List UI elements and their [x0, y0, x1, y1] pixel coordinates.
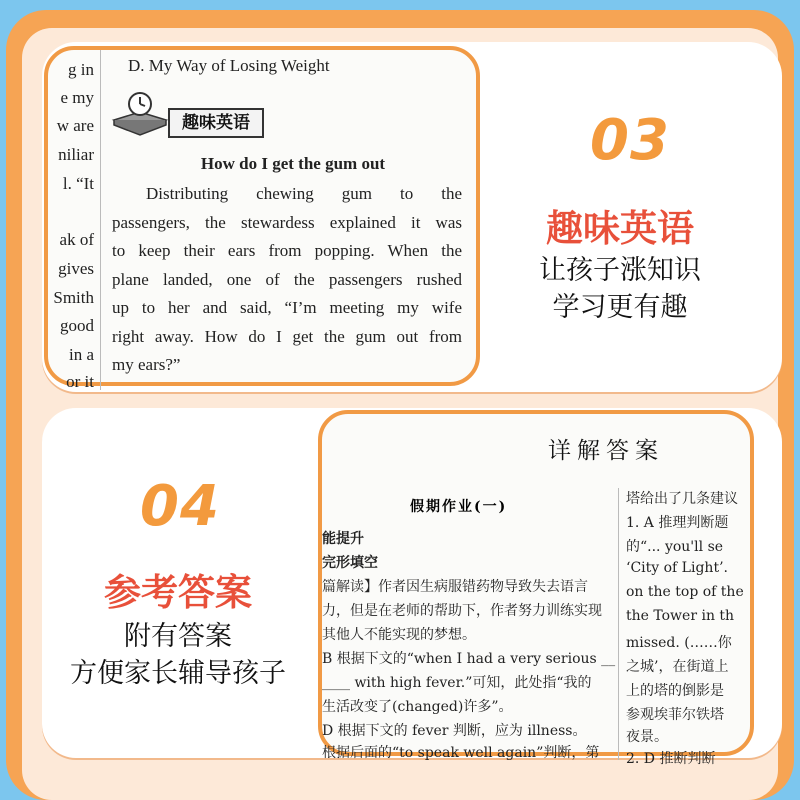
answer-line-right: 的“... you'll se [626, 539, 724, 555]
story-line: passengers, the stewardess explained it was [112, 212, 462, 232]
story-line: right away. How do I get the gum out from [112, 326, 462, 346]
fragment-line: in a [68, 345, 94, 364]
answer-line: B 根据下文的“when I had a very serious __ [322, 651, 616, 667]
book-clock-icon [110, 90, 170, 140]
answer-line-right: 夜景。 [626, 729, 668, 745]
fragment-line: good [60, 316, 94, 335]
answer-line: ____ with high fever.”可知，此处指“我的 [322, 675, 592, 691]
section-heading-fun-english: 趣味英语 [546, 207, 694, 250]
answer-line: 能提升 [322, 531, 364, 547]
fragment-line: ak of [59, 230, 94, 249]
answer-line-right: on the top of the [626, 584, 744, 600]
story-text [112, 180, 462, 380]
column-divider [100, 50, 101, 390]
option-d-text: D. My Way of Losing Weight [128, 56, 330, 75]
desc-line: 让孩子涨知识 [539, 255, 701, 286]
answer-line-right: 之城’，在街道上 [626, 659, 729, 675]
section-heading-answers: 参考答案 [104, 571, 252, 614]
answers-subtitle: 假期作业(一) [410, 499, 508, 515]
desc-line: 附有答案 [124, 621, 232, 652]
answer-line-right: 2. D 推断判断 [626, 751, 716, 767]
answer-line: 生活改变了(changed)许多”。 [322, 699, 513, 715]
story-line: up to her and said, “I’m meeting my wife [112, 298, 462, 317]
answer-line: 力，但是在老师的帮助下，作者努力训练实现 [322, 603, 602, 619]
fragment-line: or it [66, 372, 94, 391]
answer-line-right: 上的塔的倒影是 [626, 683, 724, 699]
answer-line: 篇解读】作者因生病服错药物导致失去语言 [322, 579, 588, 595]
section-number-03: 03 [590, 108, 670, 173]
fragment-line: w are [56, 116, 94, 135]
fragment-line: g in [68, 60, 94, 79]
answer-line-right: the Tower in th [626, 608, 735, 624]
story-line: plane landed, one of the passengers rushed [112, 269, 462, 289]
answer-line-right: ‘City of Light’. [626, 560, 728, 576]
story-line: Distributing chewing gum to the [146, 184, 462, 203]
answer-line: 根据后面的“to speak well again”判断，第 [322, 745, 600, 761]
badge-label: 趣味英语 [168, 108, 264, 138]
fragment-line: l. “It [62, 174, 94, 193]
section-desc [510, 252, 730, 326]
fragment-line: e my [60, 88, 94, 107]
story-line: my ears?” [112, 355, 181, 374]
book-page-fun-english [44, 46, 480, 391]
answer-line-right: 参观埃菲尔铁塔 [626, 707, 724, 723]
fun-english-badge [112, 96, 262, 140]
story-line: to keep their ears from popping. When the [112, 241, 462, 260]
story-title: How do I get the gum out [200, 154, 386, 173]
fragment-line: niliar [58, 145, 94, 164]
desc-line: 方便家长辅导孩子 [70, 658, 286, 689]
column-divider [618, 488, 619, 760]
answer-line: 其他人不能实现的梦想。 [322, 627, 476, 643]
desc-line: 学习更有趣 [552, 292, 688, 323]
book-page-answers [318, 410, 754, 767]
left-column-fragments [48, 50, 100, 390]
answer-line: 完形填空 [322, 555, 378, 571]
answer-line-right: 塔给出了几条建议 [626, 491, 738, 507]
section-number-04: 04 [140, 474, 220, 539]
answer-line-right: missed. (……你 [626, 635, 732, 651]
fragment-line: gives [58, 259, 94, 278]
section-desc [50, 618, 306, 692]
answer-line-right: 1. A 推理判断题 [626, 515, 729, 531]
answers-title: 详解答案 [548, 438, 664, 464]
fragment-line: Smith [53, 288, 94, 307]
answer-line: D 根据下文的 fever 判断，应为 illness。 [322, 723, 587, 739]
